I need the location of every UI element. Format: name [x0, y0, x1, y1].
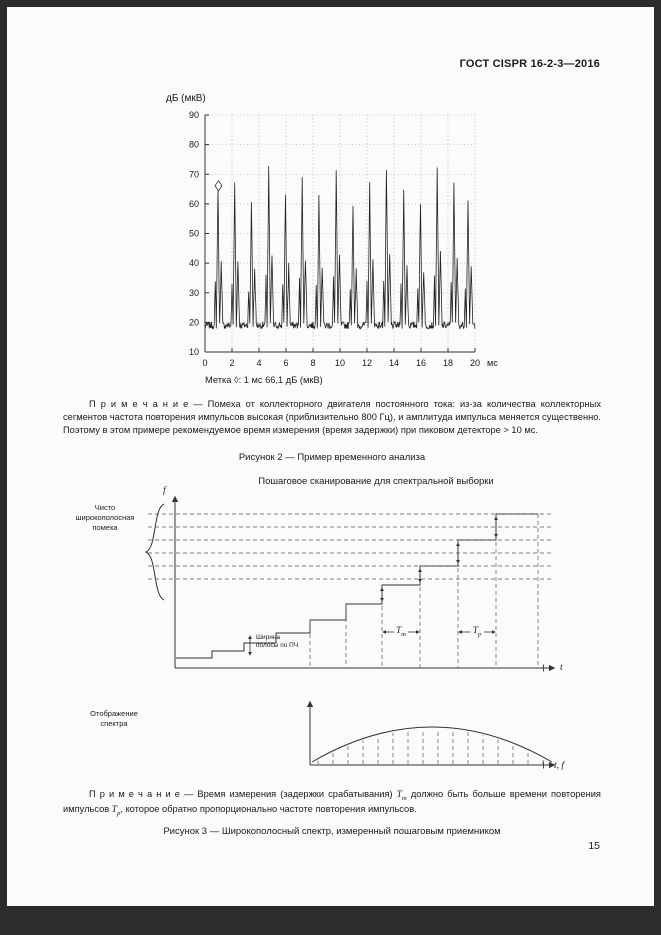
figure3-caption: Рисунок 3 — Широкополосный спектр, измеренный пошаговым приемником [163, 826, 501, 837]
axis-plus-marks [540, 665, 547, 769]
tm-symbol: T [396, 790, 402, 800]
page-number: 15 [588, 840, 600, 852]
svg-text:90: 90 [188, 110, 199, 120]
figure2-marker-caption: Метка ◊: 1 мс 66,1 дБ (мкВ) [205, 375, 323, 385]
note2-text-1: — Время измерения (задержки срабатывания) [184, 789, 393, 799]
spectrum-sample-lines [318, 729, 543, 764]
note1-label: П р и м е ч а н и е [89, 399, 189, 409]
svg-text:6: 6 [283, 358, 289, 368]
svg-text:20: 20 [188, 317, 199, 328]
svg-text:мс: мс [487, 358, 498, 368]
note1 [63, 398, 601, 437]
note2-text-3: , которое обратно пропорционально частоте повторения импульсов. [120, 804, 417, 815]
tp-symbol: T [111, 805, 117, 816]
svg-text:0: 0 [202, 358, 208, 368]
svg-text:дБ (мкВ): дБ (мкВ) [166, 93, 206, 104]
f-axis-label: f [163, 486, 166, 496]
broadband-level-lines [148, 514, 552, 579]
svg-text:2: 2 [229, 358, 235, 368]
svg-text:40: 40 [188, 258, 199, 269]
svg-text:10: 10 [188, 347, 199, 357]
svg-text:18: 18 [442, 358, 454, 368]
note1-text: — Помеха от коллекторного двигателя постоянного тока: из-за количества коллекторных сегментов частота повторения импульсов высокая (приблизительно 800 Гц), и амплитуда импульса меняется существенно. Поэтому в этом примере рекомендуемое время измерения (время задержки) при пиковом детекторе > 10 мс. [63, 399, 601, 436]
tf-axis-label: t, f [554, 761, 565, 771]
figure3-title: Пошаговое сканирование для спектральной выборки [258, 476, 494, 487]
broadband-brace [146, 504, 164, 600]
broadband-noise-label: Чисто широкополосная помеха [75, 503, 135, 532]
svg-text:16: 16 [415, 358, 427, 368]
svg-text:8: 8 [310, 358, 316, 368]
note2-text-2: должно быть больше времени повторения импульсов [63, 789, 601, 815]
svg-text:20: 20 [469, 358, 481, 368]
document-page [7, 7, 654, 906]
step-transition-lines [310, 514, 538, 668]
note2-label: П р и м е ч а н и е [89, 789, 180, 799]
t-axis-label: t [560, 663, 563, 673]
svg-text:10: 10 [334, 358, 346, 368]
svg-text:12: 12 [361, 358, 373, 368]
figure2-caption: Рисунок 2 — Пример временного анализа [238, 452, 426, 463]
figure3 [60, 487, 615, 792]
svg-text:4: 4 [256, 358, 262, 368]
if-bandwidth-label: Ширина полосы по ПЧ [256, 634, 299, 650]
svg-text:80: 80 [188, 139, 199, 150]
note2: П р и м е ч а н и е — Время измерения (задержки срабатывания) $T_m$ должно быть больше времени повторения импульсов $T_p$, которое обратно пропорционально частоте повторения импульсов. [63, 789, 601, 818]
figure3-diagram [60, 487, 615, 792]
spectrum-display-label: Отображение спектра [90, 709, 138, 728]
svg-text:30: 30 [188, 287, 199, 298]
svg-text:14: 14 [388, 358, 400, 368]
svg-text:60: 60 [188, 198, 199, 209]
tm-label: $T_m$ [396, 625, 406, 638]
figure2 [150, 88, 520, 400]
svg-text:70: 70 [188, 169, 199, 180]
doc-number: ГОСТ CISPR 16-2-3—2016 [459, 58, 600, 70]
svg-text:50: 50 [188, 228, 199, 239]
tp-label: $T_p$ [472, 625, 482, 638]
figure2-chart [150, 88, 520, 380]
